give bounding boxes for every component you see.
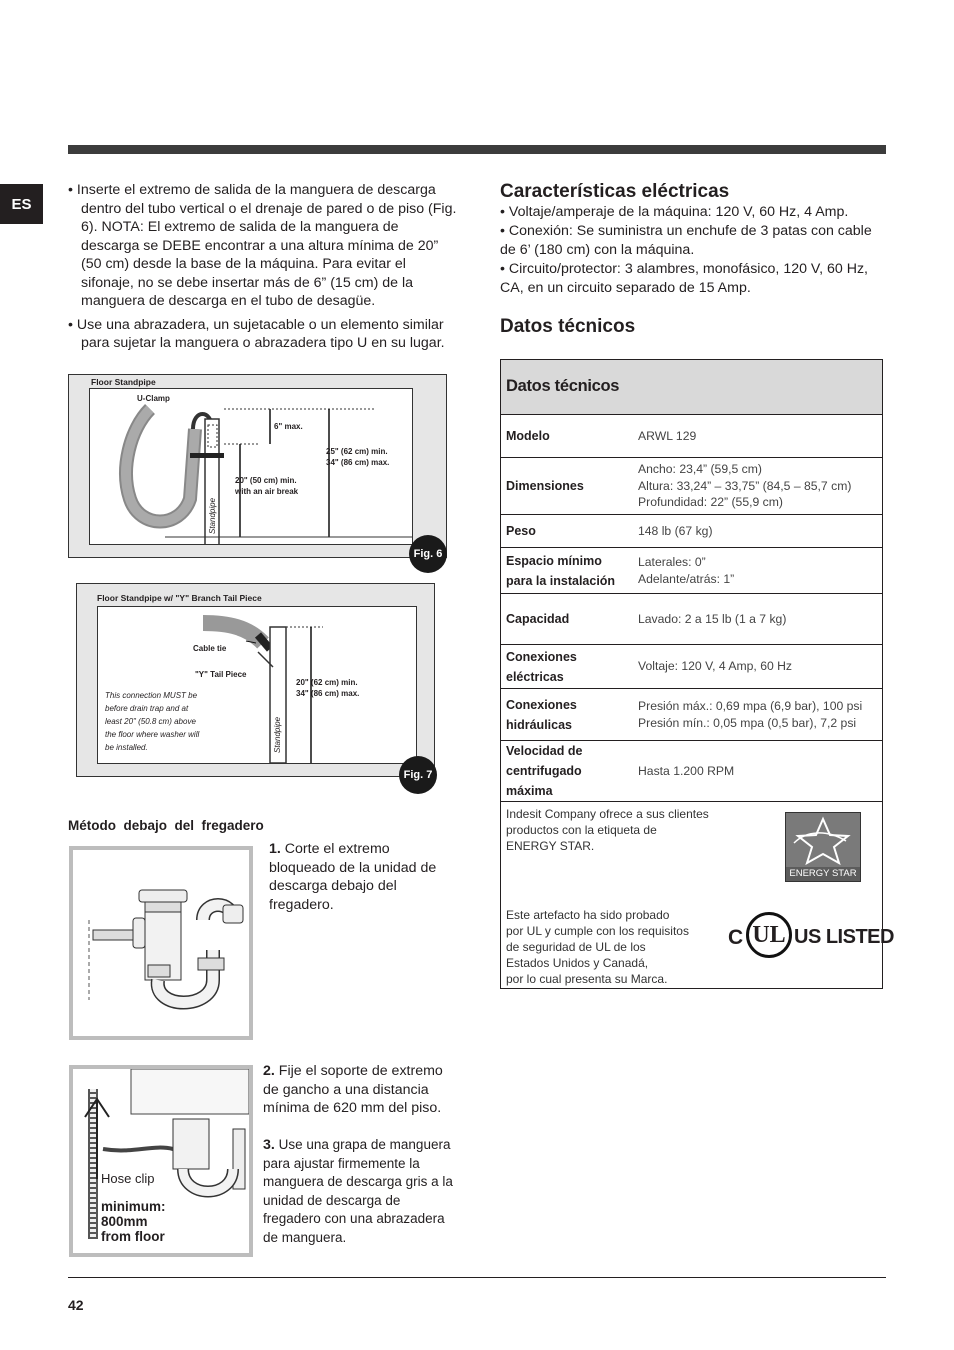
fig7-min: 20" (62 cm) min. — [296, 678, 358, 687]
electrical-line: • Conexión: Se suministra un enchufe de 3 patas con cable de 6’ (180 cm) con la máquina. — [500, 223, 872, 258]
fig6-panel — [89, 388, 413, 545]
fig6-title: Floor Standpipe — [91, 377, 156, 387]
table-row — [500, 548, 883, 594]
y-tail-label: "Y" Tail Piece — [195, 670, 247, 679]
spec-key-line: Velocidad de — [506, 744, 583, 758]
air-break-1: 20" (50 cm) min. — [235, 476, 297, 485]
spec-table-header — [500, 359, 883, 415]
hose-clip-illustration — [69, 1065, 253, 1257]
uclamp-label: U-Clamp — [137, 394, 170, 403]
fig6-minmax-1: 25" (62 cm) min. — [326, 447, 388, 456]
spec-value — [632, 548, 883, 594]
fig7-badge: Fig. 7 — [399, 756, 437, 794]
electrical-specs — [500, 203, 875, 298]
fig7-panel — [97, 606, 417, 764]
certification-row — [500, 802, 883, 987]
sink-method-heading: Método debajo del fregadero — [68, 818, 264, 833]
ul-mark-text: UL — [752, 922, 786, 948]
minimum-line: 800mm — [101, 1214, 148, 1229]
six-max-label: 6" max. — [274, 422, 303, 431]
spec-value: Voltaje: 120 V, 4 Amp, 60 Hz — [632, 645, 883, 689]
spec-table — [500, 359, 894, 987]
spec-value-line: Profundidad: 22” (55,9 cm) — [638, 495, 783, 510]
spec-key — [500, 741, 632, 802]
spec-value-line: Presión mín.: 0,05 mpa (0,5 bar), 7,2 psi — [638, 715, 857, 730]
spec-key: Dimensiones — [500, 458, 632, 515]
bullet-standpipe: • Inserte el extremo de salida de la manguera de descarga dentro del tubo vertical o el drenaje de pared o de piso (Fig. 6). NOTA: El extremo de salida de la manguera de descarga se DEBE encontrar a una altura mínima de 20” (50 cm) desde la base de la máquina. Para evitar el sifonaje, no se debe insertar más de 6” (15 cm) de la manguera de descarga en el tubo de desagüe. — [68, 182, 457, 309]
fig6-badge: Fig. 6 — [409, 535, 447, 573]
fig7-title: Floor Standpipe w/ "Y" Branch Tail Piece — [97, 593, 262, 603]
sink-trap-drawing — [73, 850, 249, 1036]
cable-tie-label: Cable tie — [193, 644, 227, 653]
step-1-number: 1. — [269, 841, 281, 857]
spec-value — [632, 689, 883, 741]
spec-key-line: centrifugado — [506, 764, 582, 778]
spec-key-line: Conexiones — [506, 649, 577, 664]
minimum-label — [101, 1199, 166, 1244]
spec-key-line: Conexiones — [506, 697, 577, 712]
table-row — [500, 458, 883, 515]
datos-heading: Datos técnicos — [500, 316, 636, 337]
fig6-standpipe-label: Standpipe — [208, 497, 217, 534]
step-1 — [269, 840, 454, 914]
table-row — [500, 415, 883, 458]
sink-trap-illustration — [69, 846, 253, 1040]
spec-key: Peso — [500, 515, 632, 548]
energy-note-line: ENERGY STAR. — [506, 839, 595, 853]
ul-note-line: de seguridad de UL de los — [506, 940, 646, 954]
step-1-text: Corte el extremo bloqueado de la unidad de descarga debajo del fregadero. — [269, 841, 437, 913]
figure-6 — [68, 374, 447, 558]
figure-7 — [76, 583, 435, 781]
ul-circle-mark — [746, 912, 792, 958]
spec-value-line: Adelante/atrás: 1” — [638, 571, 735, 586]
spec-key-line: eléctricas — [506, 669, 564, 684]
step-2-text: Fije el soporte de extremo de gancho a una distancia mínima de 620 mm del piso. — [263, 1063, 443, 1116]
ul-note-line: por lo cual presenta su Marca. — [506, 972, 668, 986]
fig6-minmax-2: 34" (86 cm) max. — [326, 458, 390, 467]
fig7-note-line: be installed. — [105, 743, 148, 752]
fig7-note-line: the floor where washer will — [105, 730, 200, 739]
spec-value-line: Altura: 33,24” – 33,75” (84,5 – 85,7 cm) — [638, 478, 852, 493]
step-3-text: Use una grapa de manguera para ajustar firmemente la manguera de descarga gris a la unidad de descarga de fregadero con una abrazadera de manguera. — [263, 1137, 453, 1245]
page-number: 42 — [68, 1297, 84, 1313]
spec-value-line: Presión máx.: 0,69 mpa (6,9 bar), 100 psi — [638, 699, 863, 713]
spec-value: 148 lb (67 kg) — [632, 515, 883, 548]
spec-key-line: máxima — [506, 784, 553, 798]
bottom-rule — [68, 1277, 886, 1278]
language-tab: ES — [0, 184, 43, 224]
ul-note-line: Estados Unidos y Canadá, — [506, 956, 649, 970]
table-row — [500, 515, 883, 548]
minimum-line: from floor — [101, 1229, 165, 1244]
top-rule — [68, 145, 886, 154]
spec-key-line: para la instalación — [506, 573, 616, 588]
ul-c-mark: C — [728, 926, 744, 949]
air-break-2: with an air break — [235, 487, 299, 496]
spec-key — [500, 689, 632, 741]
spec-key — [500, 548, 632, 594]
spec-key-line: hidráulicas — [506, 717, 572, 732]
spec-value: ARWL 129 — [632, 415, 883, 458]
energy-star-logo — [785, 812, 861, 882]
spec-value-line: Laterales: 0” — [638, 555, 706, 569]
spec-key-line: Espacio mínimo — [506, 553, 602, 568]
electrical-line: • Voltaje/amperaje de la máquina: 120 V, 60 Hz, 4 Amp. — [500, 204, 849, 220]
fig7-note — [105, 689, 199, 754]
spec-table-title: Datos técnicos — [500, 359, 883, 415]
step-2-number: 2. — [263, 1063, 275, 1079]
electrical-heading: Características eléctricas — [500, 181, 730, 202]
fig7-note-line: This connection MUST be — [105, 691, 198, 700]
energy-star-note — [506, 806, 709, 854]
ul-note-line: Este artefacto ha sido probado — [506, 908, 670, 922]
fig7-max: 34" (86 cm) max. — [296, 689, 360, 698]
fig7-standpipe-label: Standpipe — [273, 716, 282, 753]
energy-note-line: productos con la etiqueta de — [506, 823, 657, 837]
table-row — [500, 689, 883, 741]
step-3-number: 3. — [263, 1137, 275, 1153]
certification-cell — [500, 802, 894, 987]
step-2 — [263, 1062, 455, 1118]
spec-value: Lavado: 2 a 15 lb (1 a 7 kg) — [632, 594, 883, 645]
energy-star-icon — [786, 813, 860, 867]
ul-note-line: por UL y cumple con los requisitos — [506, 924, 689, 938]
minimum-line: minimum: — [101, 1199, 166, 1214]
spec-key — [500, 645, 632, 689]
ul-listed-text: US LISTED — [794, 926, 894, 948]
spec-key: Capacidad — [500, 594, 632, 645]
table-row — [500, 741, 883, 802]
step-3 — [263, 1136, 455, 1247]
energy-note-line: Indesit Company ofrece a sus clientes — [506, 807, 709, 821]
energy-star-caption: ENERGY STAR — [786, 867, 860, 881]
fig7-note-line: before drain trap and at — [105, 704, 189, 713]
spec-value-line: Ancho: 23,4” (59,5 cm) — [638, 462, 762, 477]
table-row — [500, 645, 883, 689]
ul-listed-logo — [728, 910, 894, 966]
fig7-note-line: least 20" (50.8 cm) above — [105, 717, 196, 726]
install-bullets — [68, 181, 458, 358]
bullet-clamp: • Use una abrazadera, un sujetacable o un elemento similar para sujetar la manguera o abrazadera tipo U en su lugar. — [68, 316, 445, 351]
electrical-line: • Circuito/protector: 3 alambres, monofásico, 120 V, 60 Hz, CA, en un circuito separado de 15 Amp. — [500, 261, 868, 296]
ul-note — [506, 907, 689, 987]
spec-key: Modelo — [500, 415, 632, 458]
spec-value: Hasta 1.200 RPM — [632, 741, 883, 802]
hose-clip-label: Hose clip — [101, 1171, 155, 1186]
table-row — [500, 594, 883, 645]
spec-value — [632, 458, 883, 515]
